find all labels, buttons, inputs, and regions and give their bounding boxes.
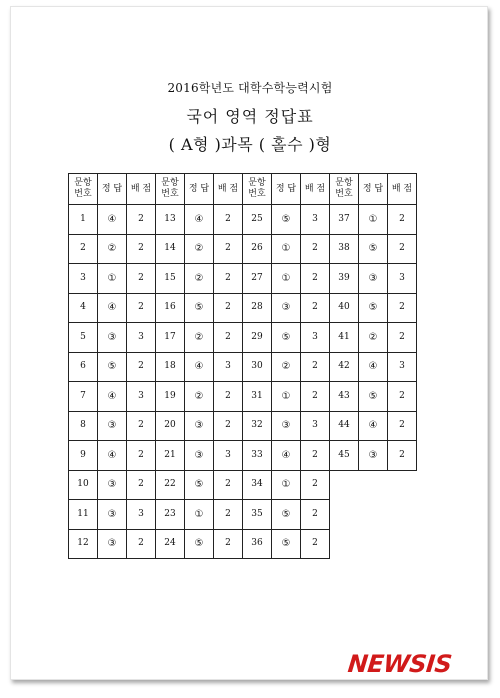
points-cell: 2: [388, 382, 417, 412]
answer-cell: ②: [359, 323, 388, 353]
answer-cell: ①: [272, 382, 301, 412]
points-cell: 2: [127, 264, 156, 294]
points-cell: 2: [127, 529, 156, 559]
question-number-cell: 10: [69, 470, 98, 500]
table-row: [69, 441, 417, 471]
question-number-cell: 37: [330, 205, 359, 235]
points-cell: 2: [214, 205, 243, 235]
table-row: [69, 500, 417, 530]
points-cell: 3: [127, 323, 156, 353]
points-cell: 3: [388, 352, 417, 382]
question-number-cell: 9: [69, 441, 98, 471]
points-cell: 2: [127, 411, 156, 441]
points-header: 배 점: [127, 174, 156, 205]
table-row: [69, 323, 417, 353]
question-number-cell: 43: [330, 382, 359, 412]
answer-cell: ①: [272, 470, 301, 500]
answer-cell: ④: [272, 441, 301, 471]
question-number-cell: 28: [243, 293, 272, 323]
question-number-cell: 33: [243, 441, 272, 471]
question-number-header-line2: 번호: [161, 189, 179, 199]
empty-cell: [388, 529, 417, 559]
answer-cell: ③: [272, 293, 301, 323]
points-cell: 2: [214, 293, 243, 323]
question-number-cell: 31: [243, 382, 272, 412]
answer-cell: ④: [185, 352, 214, 382]
points-cell: 2: [301, 441, 330, 471]
exam-type-subtitle: ( A형 )과목 ( 홀수 )형: [168, 135, 332, 154]
answer-cell: ⑤: [359, 382, 388, 412]
answer-cell: ③: [185, 411, 214, 441]
points-cell: 2: [214, 470, 243, 500]
points-cell: 2: [388, 234, 417, 264]
points-cell: 2: [388, 323, 417, 353]
question-number-header-line2: 번호: [74, 189, 92, 199]
answer-cell: ④: [98, 293, 127, 323]
points-cell: 2: [214, 411, 243, 441]
table-row: [69, 234, 417, 264]
answer-cell: ③: [359, 441, 388, 471]
points-cell: 2: [388, 205, 417, 235]
question-number-cell: 29: [243, 323, 272, 353]
question-number-cell: 25: [243, 205, 272, 235]
answer-key-table: [68, 173, 417, 559]
points-cell: 2: [301, 470, 330, 500]
points-cell: 2: [127, 205, 156, 235]
points-cell: 2: [388, 293, 417, 323]
question-number-cell: 18: [156, 352, 185, 382]
answer-cell: ④: [98, 205, 127, 235]
answer-cell: ⑤: [272, 529, 301, 559]
points-cell: 2: [301, 234, 330, 264]
points-cell: 2: [214, 264, 243, 294]
table-header-row: [69, 174, 417, 205]
answer-cell: ②: [272, 352, 301, 382]
question-number-cell: 2: [69, 234, 98, 264]
question-number-cell: 4: [69, 293, 98, 323]
points-cell: 3: [214, 352, 243, 382]
question-number-cell: 34: [243, 470, 272, 500]
answer-cell: ⑤: [185, 293, 214, 323]
answer-header: 정 답: [272, 174, 301, 205]
points-cell: 2: [214, 529, 243, 559]
points-cell: 2: [127, 293, 156, 323]
answer-cell: ②: [185, 323, 214, 353]
points-cell: 2: [301, 293, 330, 323]
answer-cell: ③: [272, 411, 301, 441]
question-number-cell: 45: [330, 441, 359, 471]
points-cell: 3: [127, 500, 156, 530]
question-number-cell: 42: [330, 352, 359, 382]
empty-cell: [359, 470, 388, 500]
answer-cell: ⑤: [359, 293, 388, 323]
points-cell: 2: [214, 500, 243, 530]
question-number-cell: 26: [243, 234, 272, 264]
question-number-cell: 21: [156, 441, 185, 471]
points-cell: 3: [301, 323, 330, 353]
table-row: [69, 411, 417, 441]
question-number-header: [69, 174, 98, 205]
question-number-header: [156, 174, 185, 205]
question-number-cell: 14: [156, 234, 185, 264]
question-number-header-line1: 문항: [248, 178, 266, 188]
question-number-header: [330, 174, 359, 205]
answer-cell: ⑤: [185, 470, 214, 500]
answer-cell: ④: [98, 382, 127, 412]
answer-cell: ④: [359, 411, 388, 441]
points-cell: 3: [301, 205, 330, 235]
empty-cell: [388, 470, 417, 500]
points-cell: 3: [301, 411, 330, 441]
question-number-cell: 12: [69, 529, 98, 559]
question-number-cell: 8: [69, 411, 98, 441]
answer-cell: ①: [359, 205, 388, 235]
question-number-cell: 19: [156, 382, 185, 412]
points-cell: 3: [388, 264, 417, 294]
empty-cell: [359, 529, 388, 559]
table-row: [69, 529, 417, 559]
question-number-cell: 44: [330, 411, 359, 441]
answer-cell: ③: [359, 264, 388, 294]
question-number-cell: 23: [156, 500, 185, 530]
answer-cell: ③: [98, 500, 127, 530]
points-cell: 2: [127, 470, 156, 500]
answer-cell: ⑤: [98, 352, 127, 382]
points-cell: 2: [388, 441, 417, 471]
question-number-cell: 40: [330, 293, 359, 323]
empty-cell: [330, 500, 359, 530]
table-row: [69, 205, 417, 235]
question-number-cell: 7: [69, 382, 98, 412]
table-row: [69, 264, 417, 294]
answer-cell: ⑤: [359, 234, 388, 264]
table-row: [69, 293, 417, 323]
newsis-watermark-logo: NEWSIS: [346, 650, 453, 678]
answer-cell: ②: [98, 234, 127, 264]
answer-header: 정 답: [98, 174, 127, 205]
table-row: [69, 470, 417, 500]
points-cell: 3: [127, 382, 156, 412]
points-cell: 2: [127, 234, 156, 264]
question-number-cell: 32: [243, 411, 272, 441]
question-number-cell: 22: [156, 470, 185, 500]
answer-cell: ③: [98, 323, 127, 353]
question-number-cell: 20: [156, 411, 185, 441]
points-header: 배 점: [301, 174, 330, 205]
answer-cell: ⑤: [272, 205, 301, 235]
question-number-cell: 11: [69, 500, 98, 530]
question-number-cell: 1: [69, 205, 98, 235]
question-number-cell: 5: [69, 323, 98, 353]
answer-cell: ③: [98, 470, 127, 500]
points-cell: 3: [214, 441, 243, 471]
answer-cell: ③: [185, 441, 214, 471]
answer-cell: ④: [185, 205, 214, 235]
question-number-cell: 35: [243, 500, 272, 530]
points-cell: 2: [127, 441, 156, 471]
answer-header: 정 답: [185, 174, 214, 205]
answer-cell: ④: [359, 352, 388, 382]
question-number-header-line1: 문항: [161, 178, 179, 188]
question-number-cell: 6: [69, 352, 98, 382]
question-number-cell: 41: [330, 323, 359, 353]
question-number-cell: 27: [243, 264, 272, 294]
answer-cell: ①: [272, 234, 301, 264]
points-cell: 2: [301, 352, 330, 382]
question-number-header: [243, 174, 272, 205]
question-number-header-line2: 번호: [248, 189, 266, 199]
points-cell: 2: [301, 264, 330, 294]
points-header: 배 점: [388, 174, 417, 205]
answer-cell: ④: [98, 441, 127, 471]
answer-header: 정 답: [359, 174, 388, 205]
empty-cell: [359, 500, 388, 530]
answer-cell: ①: [272, 264, 301, 294]
points-cell: 2: [301, 500, 330, 530]
answer-cell: ①: [185, 500, 214, 530]
points-cell: 2: [214, 234, 243, 264]
answer-cell: ②: [185, 382, 214, 412]
points-cell: 2: [301, 529, 330, 559]
answer-cell: ②: [185, 234, 214, 264]
question-number-cell: 3: [69, 264, 98, 294]
points-cell: 2: [214, 382, 243, 412]
question-number-cell: 15: [156, 264, 185, 294]
question-number-cell: 16: [156, 293, 185, 323]
empty-cell: [388, 500, 417, 530]
table-row: [69, 382, 417, 412]
points-cell: 2: [301, 382, 330, 412]
question-number-cell: 13: [156, 205, 185, 235]
question-number-cell: 39: [330, 264, 359, 294]
points-cell: 2: [388, 411, 417, 441]
answer-cell: ⑤: [272, 500, 301, 530]
exam-year-title: 2016학년도 대학수학능력시험: [167, 81, 333, 95]
question-number-header-line2: 번호: [335, 189, 353, 199]
question-number-cell: 38: [330, 234, 359, 264]
question-number-header-line1: 문항: [335, 178, 353, 188]
question-number-header-line1: 문항: [74, 178, 92, 188]
points-cell: 2: [127, 352, 156, 382]
question-number-cell: 24: [156, 529, 185, 559]
points-header: 배 점: [214, 174, 243, 205]
points-cell: 2: [214, 323, 243, 353]
question-number-cell: 30: [243, 352, 272, 382]
answer-key-title: 국어 영역 정답표: [186, 107, 314, 126]
empty-cell: [330, 529, 359, 559]
empty-cell: [330, 470, 359, 500]
answer-cell: ⑤: [272, 323, 301, 353]
answer-cell: ①: [98, 264, 127, 294]
table-row: [69, 352, 417, 382]
answer-cell: ③: [98, 411, 127, 441]
answer-cell: ③: [98, 529, 127, 559]
answer-cell: ⑤: [185, 529, 214, 559]
answer-cell: ②: [185, 264, 214, 294]
question-number-cell: 17: [156, 323, 185, 353]
question-number-cell: 36: [243, 529, 272, 559]
